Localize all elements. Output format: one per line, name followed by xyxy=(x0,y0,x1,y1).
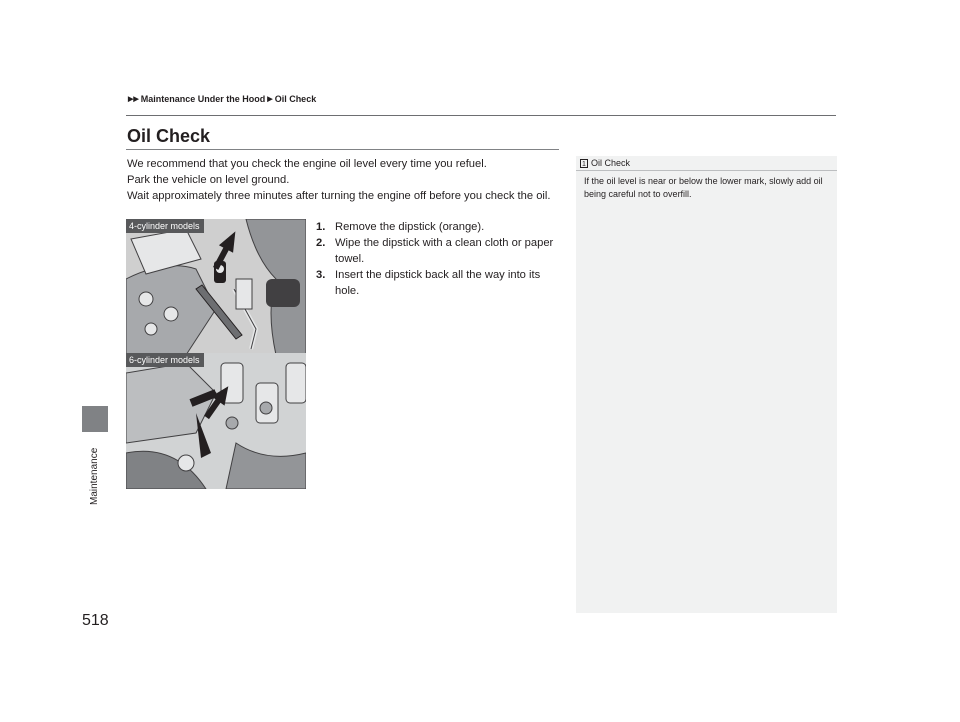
figure-label: 6-cylinder models xyxy=(126,353,204,367)
step-item xyxy=(316,219,566,235)
side-note-header xyxy=(576,156,837,171)
header-divider xyxy=(126,115,836,116)
intro-paragraph: Wait approximately three minutes after turning the engine off before you check the oil. xyxy=(127,190,551,202)
side-note-text: If the oil level is near or below the lower mark, slowly add oil being careful not to overfill. xyxy=(584,176,823,199)
step-text: Remove the dipstick (orange). xyxy=(335,221,485,233)
figure-label: 4-cylinder models xyxy=(126,219,204,233)
note-reference-icon: 1 xyxy=(580,159,588,168)
side-note-title: Oil Check xyxy=(591,158,631,168)
breadcrumb-item[interactable]: Oil Check xyxy=(274,94,317,104)
breadcrumb-item[interactable]: Maintenance Under the Hood xyxy=(140,94,266,104)
breadcrumb xyxy=(128,94,316,104)
page-title: Oil Check xyxy=(127,126,211,146)
side-note xyxy=(576,156,837,613)
step-number: 3. xyxy=(316,269,326,281)
step-number: 1. xyxy=(316,221,326,233)
chapter-label: Maintenance xyxy=(89,447,100,505)
intro-text xyxy=(127,156,567,204)
step-list xyxy=(316,219,566,299)
step-text: Insert the dipstick back all the way into its hole. xyxy=(335,269,541,297)
intro-paragraph: We recommend that you check the engine oil level every time you refuel. xyxy=(127,158,487,170)
engine-figure-6cyl xyxy=(126,353,306,489)
title-divider xyxy=(126,149,559,150)
intro-paragraph: Park the vehicle on level ground. xyxy=(127,174,290,186)
chapter-tab xyxy=(82,406,108,432)
step-item xyxy=(316,267,566,299)
page-number: 518 xyxy=(82,612,109,629)
engine-illustration xyxy=(126,219,306,355)
step-number: 2. xyxy=(316,237,326,249)
breadcrumb-arrow-icon: ▶ xyxy=(267,96,273,103)
engine-figure-4cyl xyxy=(126,219,306,355)
engine-illustration xyxy=(126,353,306,489)
step-item xyxy=(316,235,566,267)
breadcrumb-arrow-icon: ▶▶ xyxy=(128,96,139,103)
step-text: Wipe the dipstick with a clean cloth or paper towel. xyxy=(335,237,554,265)
